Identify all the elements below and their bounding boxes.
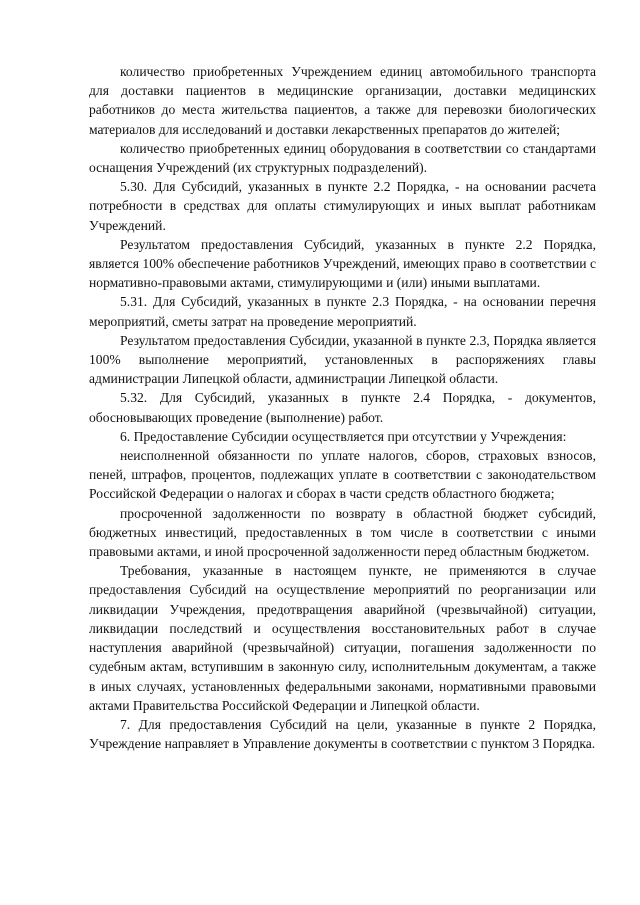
paragraph-result-2-3: Результатом предоставления Субсидии, указанной в пункте 2.3, Порядка является 100% выполнение мероприятий, установленных в распоряжениях главы администрации Липецкой области, администрации Липецкой области. (89, 332, 596, 387)
paragraph-clause-6: 6. Предоставление Субсидии осуществляется при отсутствии у Учреждения: (120, 428, 567, 444)
paragraph-clause-5-32: 5.32. Для Субсидий, указанных в пункте 2.4 Порядка, - документов, обосновывающих проведение (выполнение) работ. (89, 390, 596, 425)
paragraph-tax-obligations: неисполненной обязанности по уплате налогов, сборов, страховых взносов, пеней, штрафов, процентов, подлежащих уплате в соответствии с законодательством Российской Федерации о налогах и сборах в части средств областного бюджета; (89, 448, 596, 502)
paragraph-overdue-debt: просроченной задолженности по возврату в областной бюджет субсидий, бюджетных инвестиций, предоставленных в том числе в соответствии с иными правовыми актами, и иной просроченной задолженности перед областным бюджетом. (89, 505, 596, 560)
paragraph-clause-5-31: 5.31. Для Субсидий, указанных в пункте 2.3 Порядка, - на основании перечня мероприятий, сметы затрат на проведение мероприятий. (89, 294, 596, 329)
document-page (89, 62, 596, 753)
paragraph-vehicles-count: количество приобретенных Учреждением единиц автомобильного транспорта для доставки пациентов в медицинские организации, доставки медицинских работников до места жительства пациентов, а также для перевозки биологических материалов для исследований и доставки лекарственных препаратов до жителей; (89, 64, 596, 137)
paragraph-result-2-2: Результатом предоставления Субсидий, указанных в пункте 2.2 Порядка, является 100% обеспечение работников Учреждений, имеющих право в соответствии с нормативно-правовыми актами, стимулирующими и (или) иными выплатами. (89, 236, 596, 291)
paragraph-clause-7: 7. Для предоставления Субсидий на цели, указанные в пункте 2 Порядка, Учреждение направляет в Управление документы в соответствии с пунктом 3 Порядка. (89, 716, 596, 752)
paragraph-requirements-exceptions: Требования, указанные в настоящем пункте, не применяются в случае предоставления Субсидий на осуществление мероприятий по реорганизации или ликвидации Учреждения, предотвращения аварийной (чрезвычайной) ситуации, ликвидации последствий и осуществления восстановительных работ в случае наступления аварийной (чрезвычайной) ситуации, погашения задолженности по судебным актам, вступившим в законную силу, исполнительным документам, а также в иных случаях, установленных федеральными законами, нормативными правовыми актами Правительства Российской Федерации и Липецкой области. (89, 563, 596, 713)
paragraph-equipment-count: количество приобретенных единиц оборудования в соответствии со стандартами оснащения Учреждений (их структурных подразделений). (89, 140, 596, 176)
paragraph-clause-5-30: 5.30. Для Субсидий, указанных в пункте 2.2 Порядка, - на основании расчета потребности в средствах для оплаты стимулирующих и иных выплат работникам Учреждений. (89, 179, 596, 233)
